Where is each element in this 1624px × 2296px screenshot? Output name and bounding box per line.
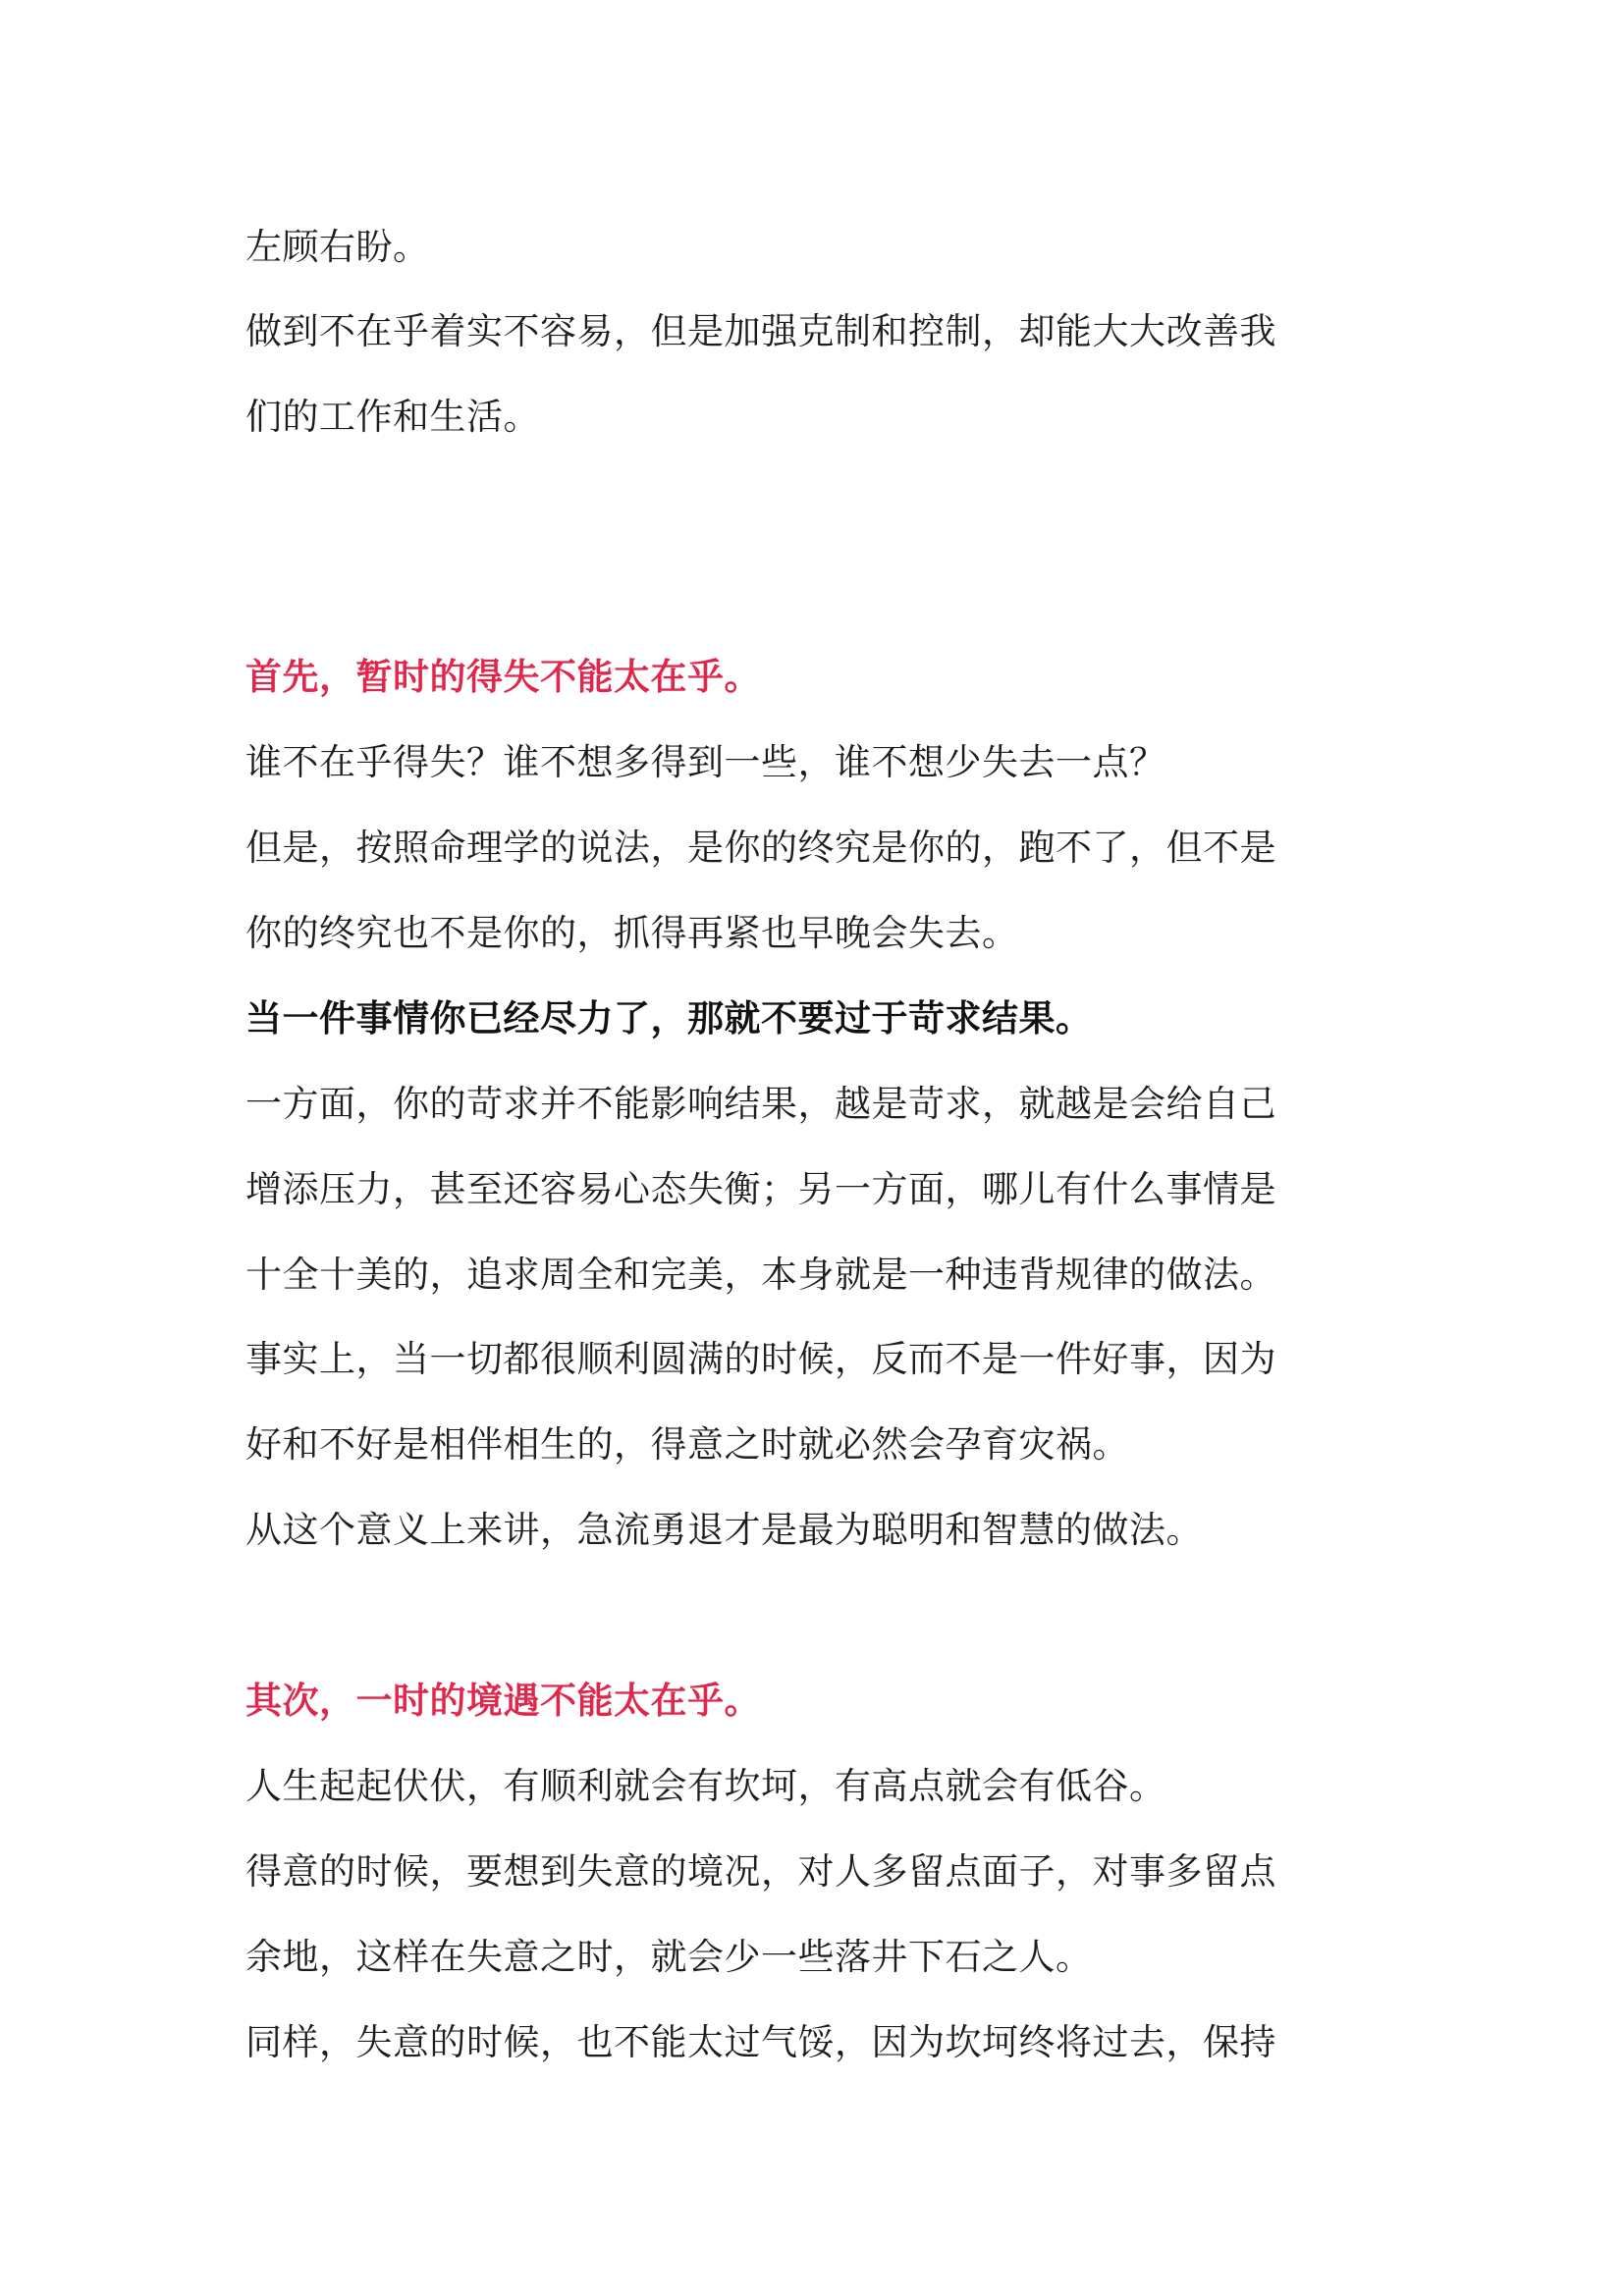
paragraph-line: 好和不好是相伴相生的，得意之时就必然会孕育灾祸。 <box>245 1423 1129 1466</box>
paragraph-line: 一方面，你的苛求并不能影响结果，越是苛求，就越是会给自己 <box>245 1083 1276 1125</box>
section-heading-1: 首先，暂时的得失不能太在乎。 <box>245 656 761 698</box>
paragraph-line: 们的工作和生活。 <box>245 396 540 438</box>
paragraph-line: 同样，失意的时候，也不能太过气馁，因为坎坷终将过去，保持 <box>245 2021 1276 2063</box>
paragraph-line: 人生起起伏伏，有顺利就会有坎坷，有高点就会有低谷。 <box>245 1765 1166 1807</box>
paragraph-line: 事实上，当一切都很顺利圆满的时候，反而不是一件好事，因为 <box>245 1338 1276 1380</box>
paragraph-line: 从这个意义上来讲，急流勇退才是最为聪明和智慧的做法。 <box>245 1509 1203 1551</box>
paragraph-line: 但是，按照命理学的说法，是你的终究是你的，跑不了，但不是 <box>245 827 1276 869</box>
paragraph-line: 左顾右盼。 <box>245 226 430 268</box>
section-heading-2: 其次，一时的境遇不能太在乎。 <box>245 1680 761 1722</box>
paragraph-line: 得意的时候，要想到失意的境况，对人多留点面子，对事多留点 <box>245 1850 1276 1893</box>
paragraph-line: 做到不在乎着实不容易，但是加强克制和控制，却能大大改善我 <box>245 310 1276 352</box>
emphasis-line: 当一件事情你已经尽力了，那就不要过于苛求结果。 <box>245 997 1093 1040</box>
paragraph-line: 谁不在乎得失？谁不想多得到一些，谁不想少失去一点？ <box>245 741 1166 783</box>
paragraph-line: 余地，这样在失意之时，就会少一些落井下石之人。 <box>245 1936 1093 1978</box>
paragraph-line: 你的终究也不是你的，抓得再紧也早晚会失去。 <box>245 912 1019 954</box>
paragraph-line: 增添压力，甚至还容易心态失衡；另一方面，哪儿有什么事情是 <box>245 1168 1276 1210</box>
paragraph-line: 十全十美的，追求周全和完美，本身就是一种违背规律的做法。 <box>245 1254 1276 1296</box>
